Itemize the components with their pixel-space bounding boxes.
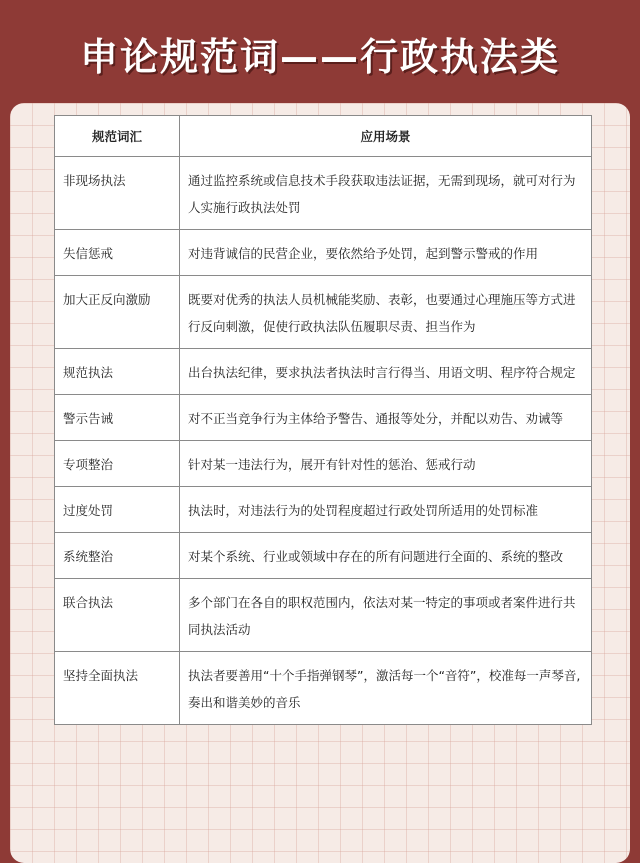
term-cell: 坚持全面执法 — [55, 652, 180, 725]
header-term: 规范词汇 — [55, 116, 180, 157]
table-row — [55, 276, 592, 349]
usage-cell: 通过监控系统或信息技术手段获取违法证据，无需到现场，就可对行为人实施行政执法处罚 — [180, 157, 592, 230]
table-row — [55, 441, 592, 487]
term-cell: 非现场执法 — [55, 157, 180, 230]
usage-cell: 对某个系统、行业或领域中存在的所有问题进行全面的、系统的整改 — [180, 533, 592, 579]
usage-cell: 既要对优秀的执法人员机械能奖励、表彰，也要通过心理施压等方式进行反向刺激，促使行政执法队伍履职尽责、担当作为 — [180, 276, 592, 349]
page-title: 申论规范词——行政执法类 — [79, 35, 560, 79]
usage-cell: 出台执法纪律，要求执法者执法时言行得当、用语文明、程序符合规定 — [180, 349, 592, 395]
table-row — [55, 487, 592, 533]
usage-cell: 对违背诚信的民营企业，要依然给予处罚，起到警示警戒的作用 — [180, 230, 592, 276]
usage-cell: 针对某一违法行为，展开有针对性的惩治、惩戒行动 — [180, 441, 592, 487]
usage-cell: 执法时，对违法行为的处罚程度超过行政处罚所适用的处罚标准 — [180, 487, 592, 533]
usage-cell: 多个部门在各自的职权范围内，依法对某一特定的事项或者案件进行共同执法活动 — [180, 579, 592, 652]
header-usage: 应用场景 — [180, 116, 592, 157]
term-cell: 加大正反向激励 — [55, 276, 180, 349]
table-row — [55, 579, 592, 652]
term-cell: 规范执法 — [55, 349, 180, 395]
usage-cell: 执法者要善用“十个手指弹钢琴”，激活每一个“音符”，校准每一声琴音,奏出和谐美妙的音乐 — [180, 652, 592, 725]
table-row — [55, 349, 592, 395]
usage-cell: 对不正当竞争行为主体给予警告、通报等处分，并配以劝告、劝诫等 — [180, 395, 592, 441]
term-cell: 专项整治 — [55, 441, 180, 487]
table-row — [55, 157, 592, 230]
table-row — [55, 533, 592, 579]
table-row — [55, 230, 592, 276]
term-cell: 过度处罚 — [55, 487, 180, 533]
table-header-row — [55, 116, 592, 157]
table-row — [55, 395, 592, 441]
term-cell: 警示告诫 — [55, 395, 180, 441]
term-cell: 联合执法 — [55, 579, 180, 652]
term-cell: 失信惩戒 — [55, 230, 180, 276]
terms-table — [54, 115, 592, 725]
term-cell: 系统整治 — [55, 533, 180, 579]
table-row — [55, 652, 592, 725]
